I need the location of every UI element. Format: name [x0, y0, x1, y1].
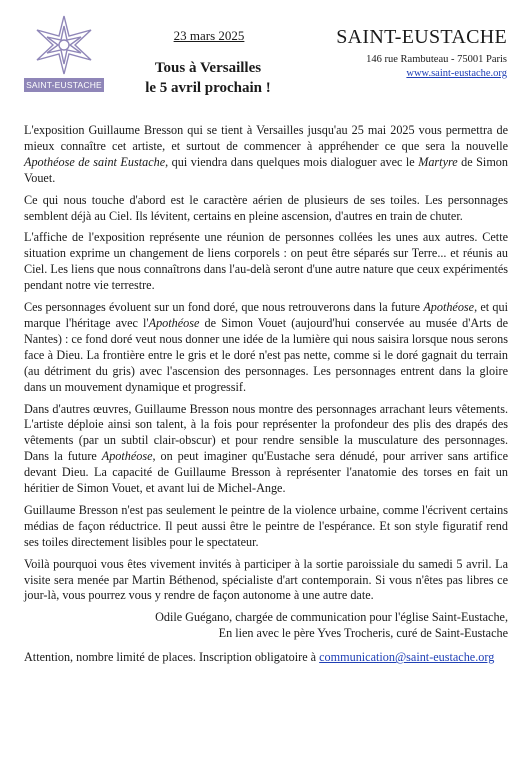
signature-line-2: En lien avec le père Yves Trocheris, curé de Saint-Eustache: [218, 626, 508, 641]
letter-body: [24, 123, 508, 666]
church-address: 146 rue Rambuteau - 75001 Paris: [366, 54, 507, 65]
registration-notice: [24, 650, 508, 666]
paragraph-4: [24, 300, 508, 395]
artwork-title: Apothéose: [101, 449, 153, 464]
paragraph-1: [24, 123, 508, 187]
paragraph-6: Guillaume Bresson n'est pas seulement le peintre de la violence urbaine, comme l'écrivent certains médias de façon réductrice. Il peut aussi être le peintre de l'espérance. Et son style figuratif rend ses toiles directement lisibles pour le spectateur.: [24, 502, 508, 549]
headline-line-2: le 5 avril prochain !: [145, 80, 271, 96]
star-rosette-icon: [33, 14, 95, 76]
headline-line-1: Tous à Versailles: [154, 60, 262, 76]
paragraph-3: L'affiche de l'exposition représente une réunion de personnes collées les unes aux autres. Cette situation exprime un changement de liens corporels : on peut être séparés sur Terre... et réunis au Ciel. Les liens que nous connaîtrons dans l'au-delà seront d'une autre nature que ceux expérimentés pendant notre vie terrestre.: [24, 230, 508, 293]
text-run: Ces personnages évoluent sur un fond doré, que nous retrouverons dans la future: [24, 300, 424, 315]
email-link[interactable]: communication@saint-eustache.org: [319, 650, 495, 665]
text-run: de Simon Vouet.: [24, 154, 508, 185]
notice-text: Attention, nombre limité de places. Inscription obligatoire à: [24, 650, 320, 665]
artwork-title: Martyre: [418, 154, 458, 169]
paragraph-5: [24, 402, 508, 497]
church-info: [336, 26, 507, 80]
paragraph-7: Voilà pourquoi vous êtes vivement invités à participer à la sortie paroissiale du samedi 5 avril. La visite sera menée par Martin Béthenod, spécialiste d'art contemporain. Si vous n'êtes pas libres ce jour-là, vous pourrez vous y rendre de façon autonome à une autre date.: [24, 556, 508, 603]
text-run: L'exposition Guillaume Bresson qui se tient à Versailles jusqu'au 25 mai 2025 vous permettra de mieux connaître cet artiste, et surtout de commencer à appréhender ce que sera la nouvelle: [24, 123, 508, 153]
text-run: Dans d'autres œuvres, Guillaume Bresson nous montre des personnages arrachant leurs vêtements. L'artiste déploie ainsi son talent, à la fois pour représenter la profondeur des plis des drapés des vêtements (par un subtil clair-obscur) et pour rendre sensible la musculature des personnages. Dans la future: [24, 401, 508, 464]
church-name: SAINT-EUSTACHE: [336, 26, 507, 48]
letter-date: 23 mars 2025: [173, 28, 245, 43]
text-run: , on peut imaginer qu'Eustache sera dénudé, pour arriver sans artifice devant Dieu. La capacité de Guillaume Bresson à représenter l'anatomie des torses en fait un héritier de Simon Vouet, et avant lui de Michel-Ange.: [24, 449, 508, 496]
paragraph-2: Ce qui nous touche d'abord est le caractère aérien de plusieurs de ses toiles. Les personnages semblent déjà au Ciel. Ils lévitent, certains en pleine ascension, d'autres en train de chuter.: [24, 192, 508, 223]
headline: [108, 58, 308, 98]
logo-label: SAINT-EUSTACHE: [24, 78, 104, 92]
signature: [24, 610, 508, 642]
artwork-title: Apothéose: [148, 315, 200, 330]
artwork-title: Apothéose de saint Eustache: [24, 154, 166, 169]
text-run: , et qui marque l'héritage avec l': [24, 300, 509, 330]
parish-logo: [24, 14, 104, 92]
text-run: de Simon Vouet (aujourd'hui conservée au musée d'Arts de Nantes) : ce fond doré veut nous donner une idée de la lumière qui nous saisira lorsque nous serons face à Dieu. La frontière entre le gris et le doré n'est pas nette, comme si le doré gagnait du terrain (au détriment du gris) avec l'ascension des personnages. Les personnages entrent dans la gloire dans un mouvement dynamique et progressif.: [24, 315, 508, 394]
signature-line-1: Odile Guégano, chargée de communication pour l'église Saint-Eustache,: [155, 610, 508, 625]
text-run: , qui viendra dans quelques mois dialoguer avec le: [165, 154, 419, 169]
church-website-link[interactable]: www.saint-eustache.org: [406, 68, 507, 79]
artwork-title: Apothéose: [423, 300, 475, 315]
